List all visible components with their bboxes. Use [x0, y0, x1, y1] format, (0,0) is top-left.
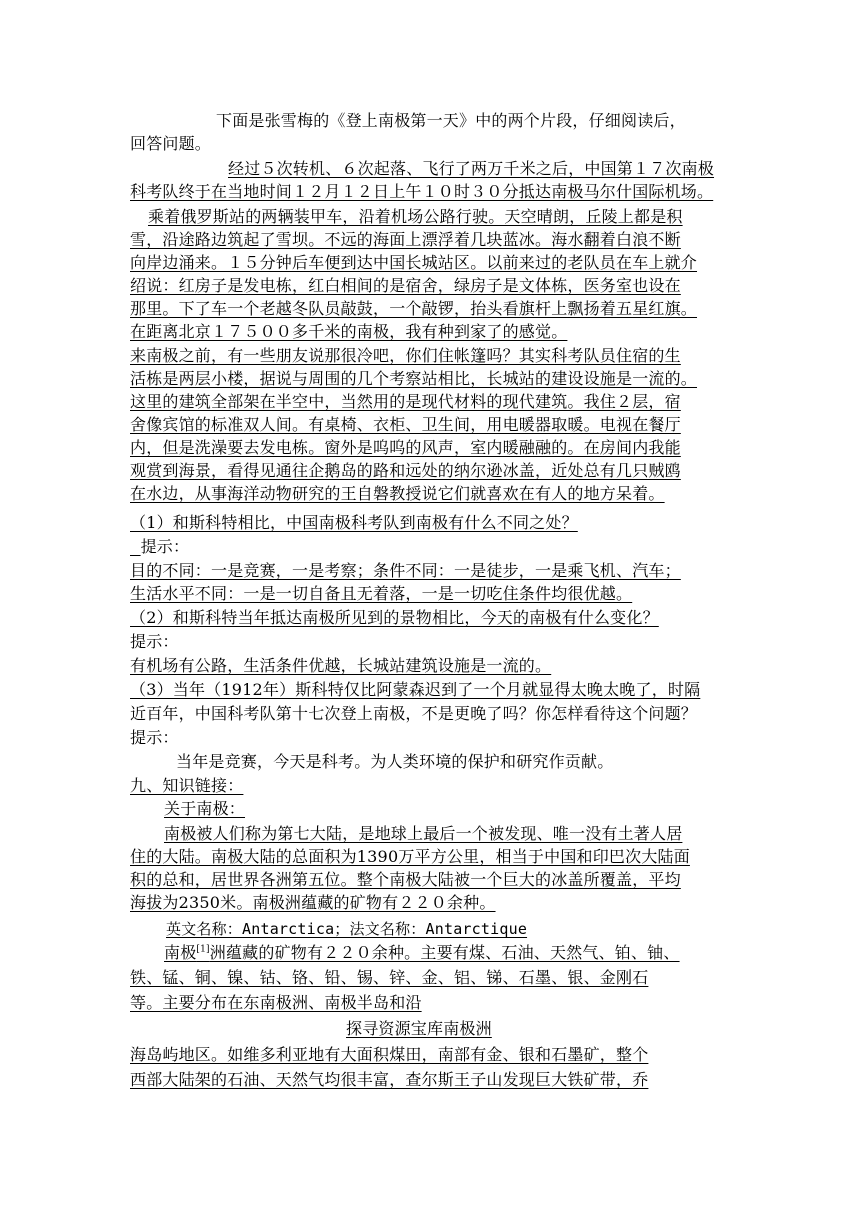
passage-line: 来南极之前，有一些朋友说那很冷吧，你们住帐篷吗？其实科考队员住宿的生: [130, 346, 681, 365]
passage-line: 经过５次转机、６次起落、飞行了两万千米之后，中国第１７次南极: [228, 159, 715, 178]
question-2: （2）和斯科特当年抵达南极所见到的景物相比，今天的南极有什么变化？: [130, 608, 659, 627]
section-heading: 九、知识链接：: [130, 776, 244, 795]
answer-line: 目的不同：一是竞赛，一是考察；条件不同：一是徒步，一是乘飞机、汽车；: [130, 561, 681, 580]
passage-line: 活栋是两层小楼，据说与周围的几个考察站相比，长城站的建设设施是一流的。: [130, 369, 698, 388]
minerals-line: 南极[1]洲蕴藏的矿物有２２０余种。主要有煤、石油、天然气、铂、铀、: [164, 943, 680, 962]
answer-line: 有机场有公路，生活条件优越，长城站建筑设施是一流的。: [130, 656, 552, 675]
intro-line: 回答问题。: [130, 134, 212, 153]
question-3: （3）当年（1912年）斯科特仅比阿蒙森迟到了一个月就显得太晚太晚了，时隔: [130, 680, 701, 699]
passage-line: 雪，沿途路边筑起了雪坝。不远的海面上漂浮着几块蓝冰。海水翻着白浪不断: [130, 230, 681, 249]
passage-line: 内，但是洗澡要去发电栋。窗外是呜呜的风声，室内暖融融的。在房间内我能: [130, 438, 681, 457]
minerals-line: 等。主要分布在东南极洲、南极半岛和沿: [130, 993, 422, 1012]
passage-line: 在距离北京１７５００多千米的南极，我有种到家了的感觉。: [130, 322, 568, 341]
answer-line: 当年是竞赛，今天是科考。为人类环境的保护和研究作贡献。: [176, 752, 614, 771]
question-1: （1）和斯科特相比，中国南极科考队到南极有什么不同之处？: [130, 513, 578, 532]
passage-line: 乘着俄罗斯站的两辆装甲车，沿着机场公路行驶。天空晴朗，丘陵上都是积: [148, 207, 683, 226]
intro-line: 下面是张雪梅的《登上南极第一天》中的两个片段，仔细阅读后，: [216, 111, 686, 130]
paragraph-line: 南极被人们称为第七大陆，是地球上最后一个被发现、唯一没有土著人居: [164, 824, 683, 843]
passage-line: 在水边，从事海洋动物研究的王自磐教授说它们就喜欢在有人的地方呆着。: [130, 484, 665, 503]
subheading: 关于南极：: [164, 799, 246, 818]
hint-label: 提示：: [130, 632, 179, 651]
passage-line: 这里的建筑全部架在半空中，当然用的是现代材料的现代建筑。我住２层，宿: [130, 392, 681, 411]
paragraph-line: 海拔为2350米。南极洲蕴藏的矿物有２２０余种。: [130, 893, 496, 912]
hint-label: 提示：: [140, 537, 190, 556]
paragraph-line: 西部大陆架的石油、天然气均很丰富，查尔斯王子山发现巨大铁矿带，乔: [130, 1070, 649, 1089]
question-3-cont: 近百年，中国科考队第十七次登上南极，不是更晚了吗？你怎样看待这个问题？: [130, 704, 698, 723]
paragraph-line: 积的总和，居世界各洲第五位。整个南极大陆被一个巨大的冰盖所覆盖，平均: [130, 870, 681, 889]
passage-line: 向岸边涌来。１５分钟后车便到达中国长城站区。以前来过的老队员在车上就介: [130, 253, 698, 272]
hint-label: 提示：: [130, 728, 179, 747]
passage-line: 绍说：红房子是发电栋，红白相间的是宿舍，绿房子是文体栋，医务室也设在: [130, 276, 681, 295]
minerals-line: 铁、锰、铜、镍、钴、铬、铅、锡、锌、金、铝、锑、石墨、银、金刚石: [130, 968, 649, 987]
paragraph-line: 住的大陆。南极大陆的总面积为1390万平方公里，相当于中国和印巴次大陆面: [130, 847, 690, 866]
passage-line: 那里。下了车一个老越冬队员敲鼓，一个敲锣，抬头看旗杆上飘扬着五星红旗。: [130, 299, 698, 318]
passage-line: 观赏到海景，看得见通往企鹅岛的路和远处的纳尔逊冰盖，近处总有几只贼鸥: [130, 461, 681, 480]
answer-line: 生活水平不同：一是一切自备且无着落，一是一切吃住条件均很优越。: [130, 584, 633, 603]
names-line: 英文名称：Antarctica；法文名称：Antarctique: [166, 920, 528, 938]
section-title: 探寻资源宝库南极洲: [346, 1019, 492, 1038]
passage-line: 舍像宾馆的标准双人间。有桌椅、衣柜、卫生间，用电暖器取暖。电视在餐厅: [130, 415, 681, 434]
paragraph-line: 海岛屿地区。如维多利亚地有大面积煤田，南部有金、银和石墨矿，整个: [130, 1045, 649, 1064]
footnote-ref[interactable]: [1]: [196, 944, 210, 955]
passage-line: 科考队终于在当地时间１２月１２日上午１０时３０分抵达南极马尔什国际机场。: [130, 182, 714, 201]
